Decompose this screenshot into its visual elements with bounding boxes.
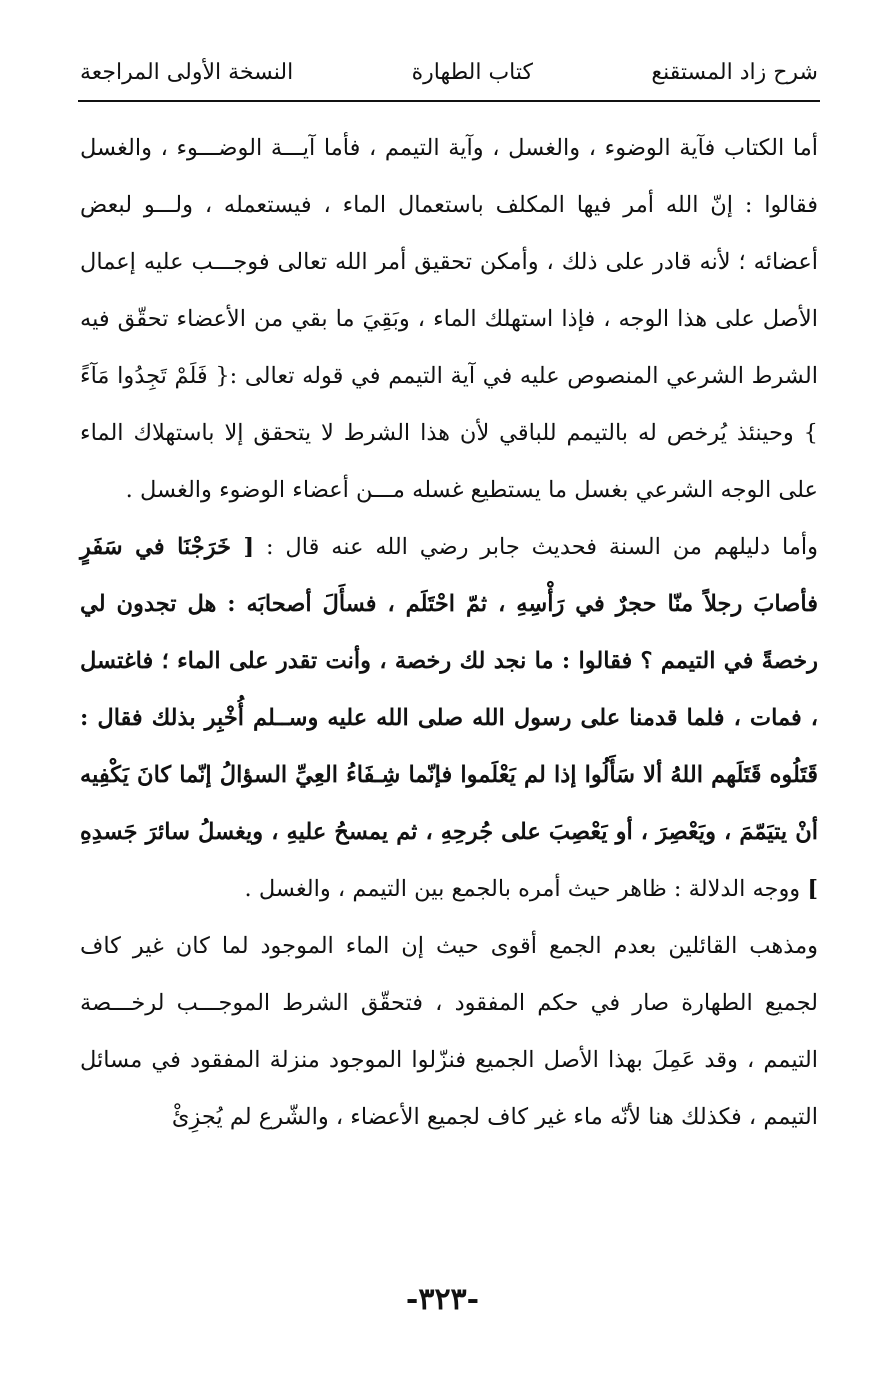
- paragraph-2: [80, 519, 818, 918]
- header-divider: [78, 100, 820, 102]
- running-header: [80, 52, 818, 92]
- header-book-title: شرح زاد المستقنع: [651, 59, 818, 85]
- page-number: -٣٢٣-: [405, 1282, 480, 1317]
- hadith-quote: [ خَرَجْنَا في سَفَرٍ فأصابَ رجلاً منّا حجرٌ في رَأْسِهِ ، ثمّ احْتَلَم ، فسأَلَ أصحابَه : هل تجدون لي رخصةً في التيمم ؟ فقالوا : ما نجد لك رخصة ، وأنت تقدر على الماء ؛ فاغتسل ، فمات ، فلما قدمنا على رسول الله صلى الله عليه وســلم أُخْبِر بذلك فقال : قَتَلُوه قَتَلَهم اللهُ ألا سَأَلُوا إذا لم يَعْلَموا فإنّما شِـفَاءُ العِيِّ السؤالُ إنّما كانَ يَكْفِيه أنْ يتيَمّمَ ، ويَعْصِرَ ، أو يَعْصِبَ على جُرحِهِ ، ثم يمسحُ عليهِ ، ويغسلُ سائرَ جَسدِهِ ]: [80, 534, 818, 902]
- paragraph-2-outro: ووجه الدلالة : ظاهر حيث أمره بالجمع بين التيمم ، والغسل .: [244, 876, 801, 902]
- header-edition-note: النسخة الأولى المراجعة: [80, 59, 294, 85]
- paragraph-3: ومذهب القائلين بعدم الجمع أقوى حيث إن الماء الموجود لما كان غير كاف لجميع الطهارة صار في حكم المفقود ، فتحقّق الشرط الموجـــب لرخـــصة التيمم ، وقد عَمِلَ بهذا الأصل الجميع فنزّلوا الموجود منزلة المفقود في مسائل التيمم ، فكذلك هنا لأنّه ماء غير كاف لجميع الأعضاء ، والشّرع لم يُجزِئْ: [80, 933, 818, 1130]
- header-chapter-title: كتاب الطهارة: [411, 59, 533, 85]
- paragraph-2-intro: وأما دليلهم من السنة فحديث جابر رضي الله عنه قال :: [266, 534, 818, 560]
- page-body: [80, 120, 818, 1146]
- paragraph-1: أما الكتاب فآية الوضوء ، والغسل ، وآية التيمم ، فأما آيـــة الوضـــوء ، والغسل فقالوا : إنّ الله أمر فيها المكلف باستعمال الماء ، فيستعمله ، ولـــو لبعض أعضائه ؛ لأنه قادر على ذلك ، وأمكن تحقيق أمر الله تعالى فوجـــب عليه إعمال الأصل على هذا الوجه ، فإذا استهلك الماء ، وبَقِيَ ما بقي من الأعضاء تحقّق فيه الشرط الشرعي المنصوص عليه في آية التيمم في قوله تعالى :{ فَلَمْ تَجِدُوا مَآءً } وحينئذ يُرخص له بالتيمم للباقي لأن هذا الشرط لا يتحقق إلا باستهلاك الماء على الوجه الشرعي بغسل ما يستطيع غسله مـــن أعضاء الوضوء والغسل .: [80, 135, 818, 503]
